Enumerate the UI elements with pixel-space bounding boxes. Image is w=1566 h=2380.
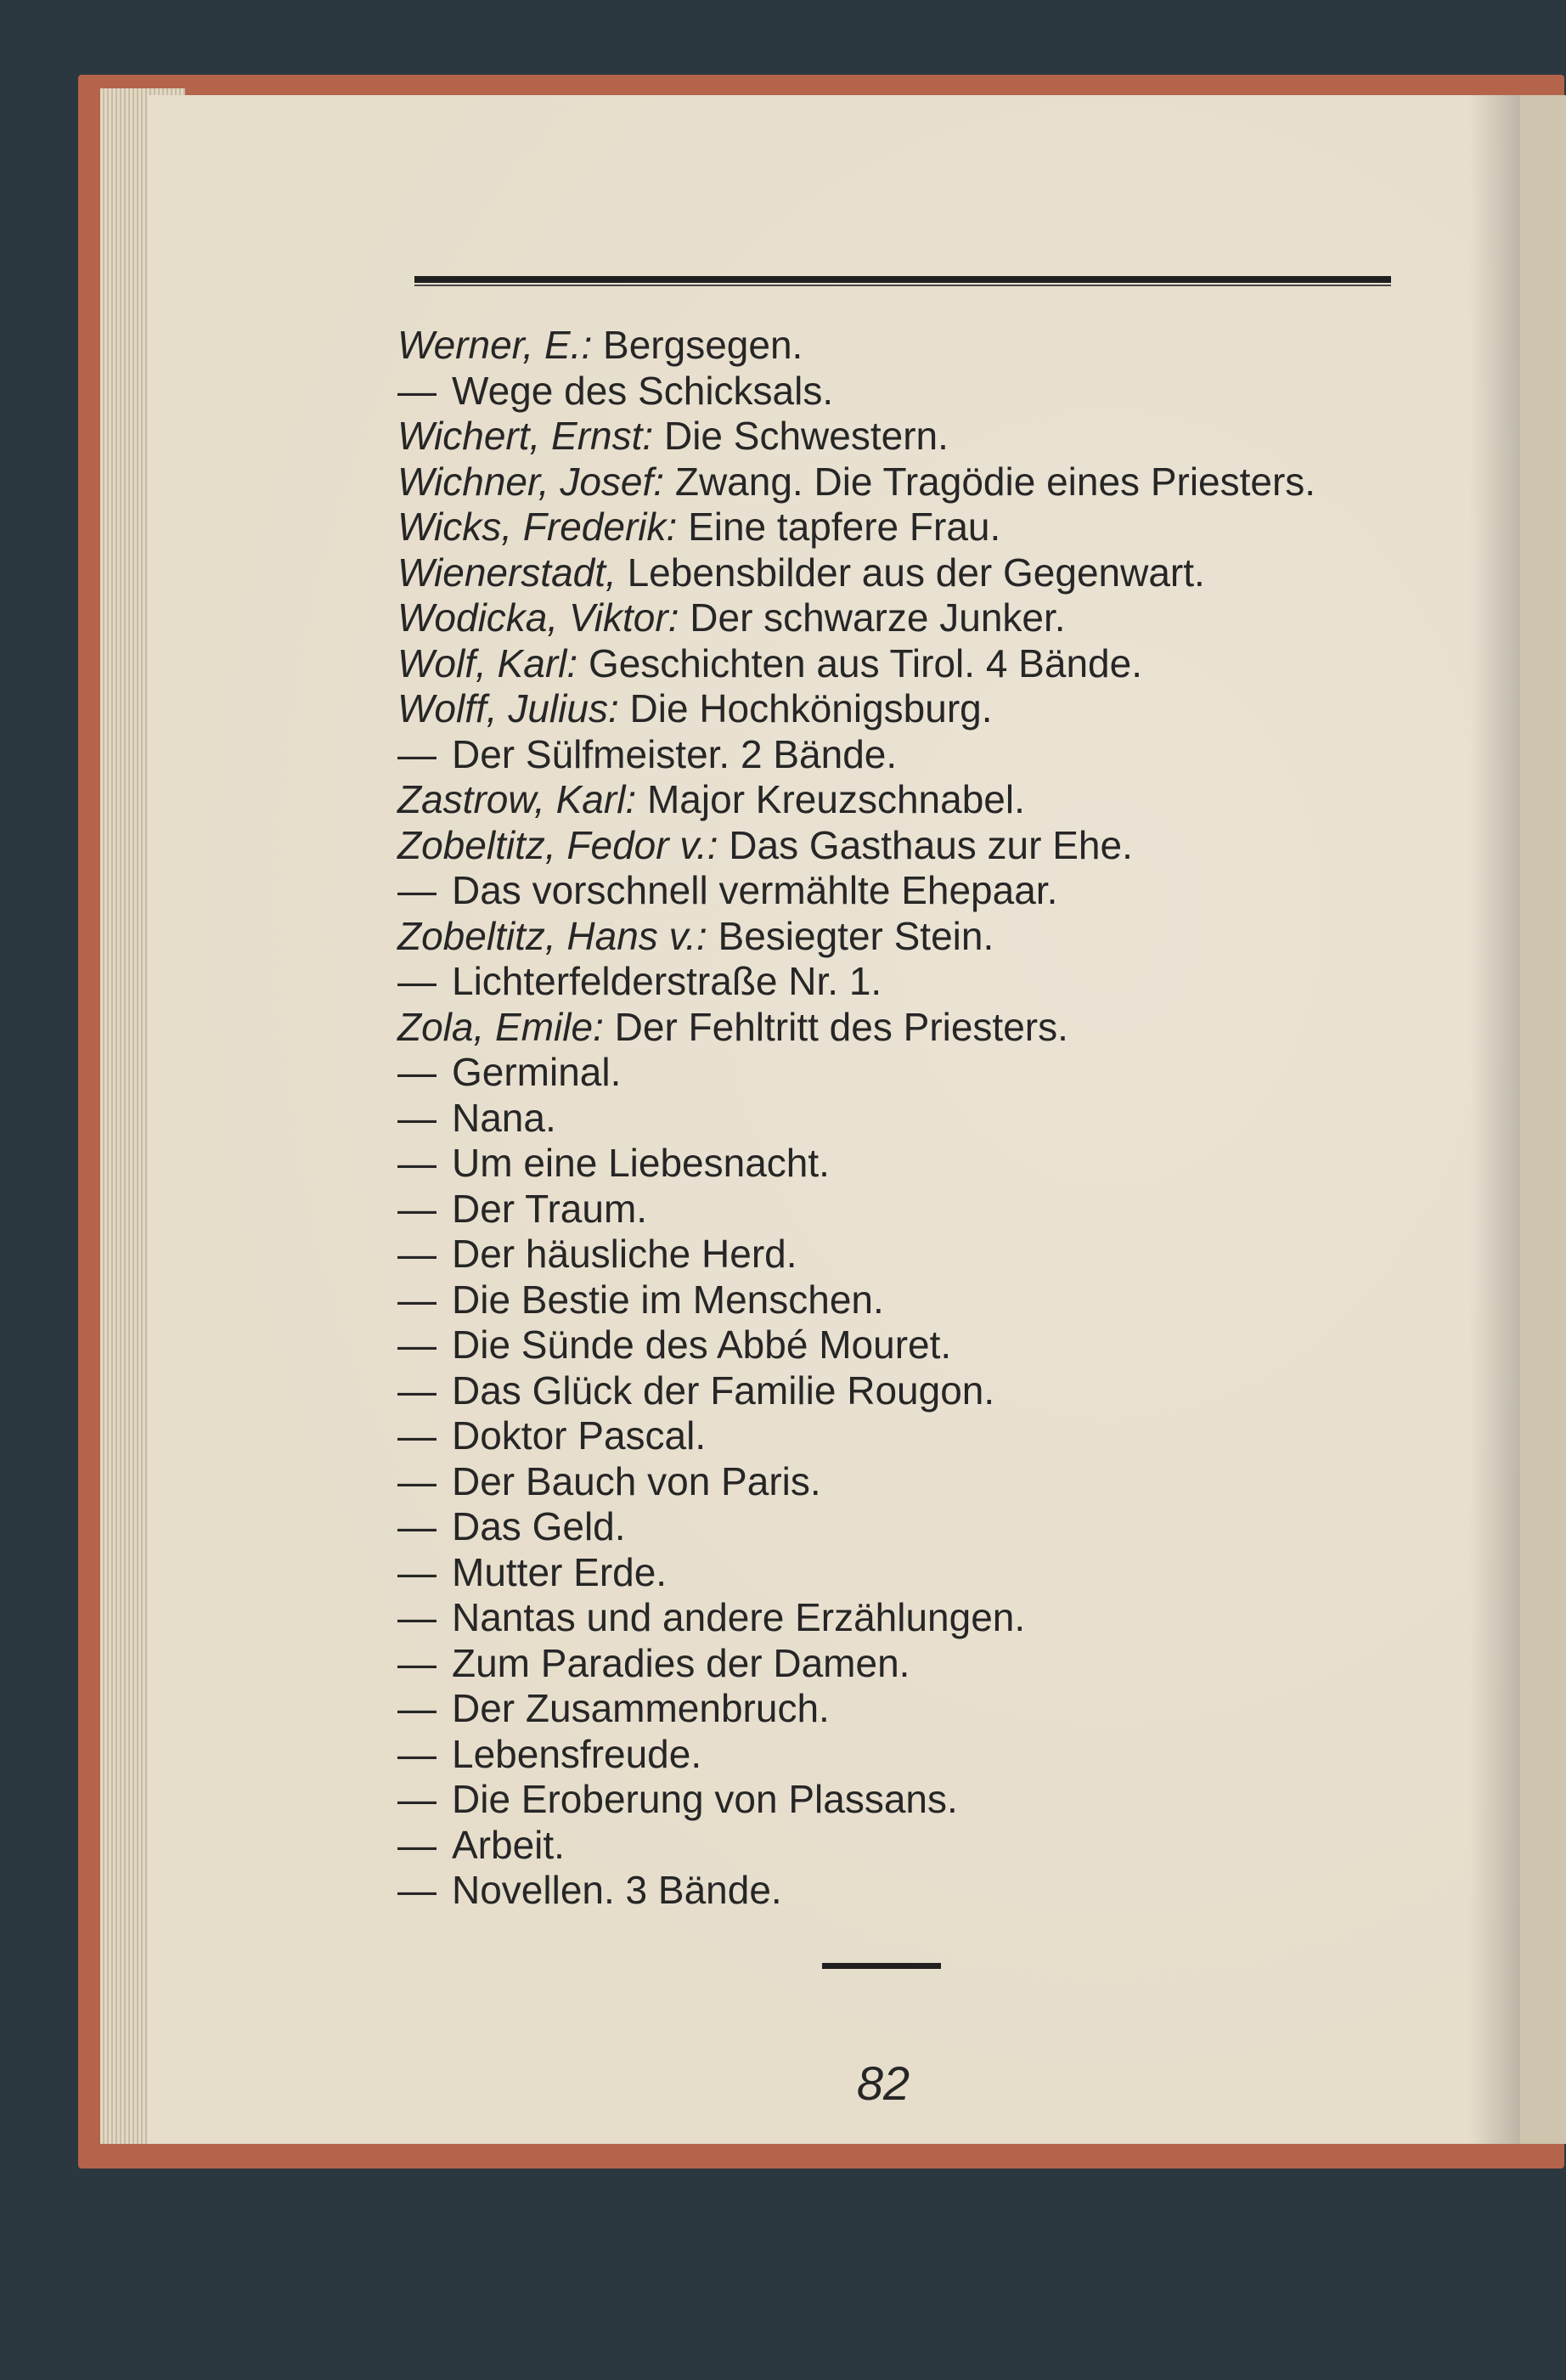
catalog-entry [397,323,1484,369]
catalog-entry [397,1641,1484,1687]
entry-author: Wichert, Ernst: [397,414,654,458]
entry-title: Der Bauch von Paris. [452,1458,821,1503]
catalog-entry [397,1595,1484,1641]
entry-title: Lebensfreude. [452,1731,702,1776]
ditto-dash: — [397,1368,437,1413]
entry-title: Um eine Liebesnacht. [452,1141,830,1185]
catalog-entry [397,369,1484,415]
ditto-dash: — [397,1595,437,1639]
ditto-dash: — [397,731,437,776]
ditto-dash: — [397,1640,437,1685]
entry-title: Eine tapfere Frau. [688,505,1001,549]
entry-title: Der Sülfmeister. 2 Bände. [452,731,898,776]
entry-author: Wicks, Frederik: [397,505,678,549]
catalog-entry [397,1732,1484,1778]
entry-author: Zola, Emile: [397,1004,604,1049]
entry-title: Zwang. Die Tragödie eines Priesters. [674,459,1316,504]
ditto-dash: — [397,959,437,1003]
entry-author: Werner, E.: [397,323,593,367]
catalog-entry [397,777,1484,823]
entry-title: Major Kreuzschnabel. [646,777,1025,821]
entry-title: Lichterfelderstraße Nr. 1. [452,959,882,1003]
entry-title: Besiegter Stein. [718,913,994,958]
catalog-entry [397,1096,1484,1142]
entry-title: Das Glück der Familie Rougon. [452,1368,995,1413]
catalog-entry [397,1459,1484,1505]
ditto-dash: — [397,1458,437,1503]
ditto-dash: — [397,1686,437,1730]
catalog-entry [397,1232,1484,1277]
catalog-entry-list [397,323,1484,1914]
catalog-entry [397,505,1484,550]
catalog-entry [397,1187,1484,1232]
entry-title: Arbeit. [452,1822,565,1867]
entry-title: Die Sünde des Abbé Mouret. [452,1323,952,1367]
entry-title: Der häusliche Herd. [452,1232,797,1276]
entry-author: Wichner, Josef: [397,459,665,504]
ditto-dash: — [397,1413,437,1458]
entry-title: Das Gasthaus zur Ehe. [729,822,1133,867]
top-rule [414,276,1391,283]
entry-title: Das vorschnell vermählte Ehepaar. [452,868,1058,912]
entry-title: Das Geld. [452,1504,626,1548]
page-number: 82 [856,2056,910,2110]
entry-title: Der schwarze Junker. [690,595,1066,640]
catalog-entry [397,959,1484,1005]
catalog-entry [397,868,1484,914]
catalog-entry [397,1550,1484,1596]
ditto-dash: — [397,1186,437,1231]
catalog-entry [397,1777,1484,1823]
bottom-rule [822,1963,941,1969]
catalog-entry [397,1277,1484,1323]
entry-title: Die Bestie im Menschen. [452,1277,884,1322]
entry-title: Die Schwestern. [663,414,949,458]
ditto-dash: — [397,1777,437,1821]
catalog-entry [397,1413,1484,1459]
catalog-entry [397,1368,1484,1414]
entry-title: Lebensbilder aus der Gegenwart. [627,550,1205,595]
entry-title: Bergsegen. [603,323,803,367]
catalog-entry [397,1504,1484,1550]
entry-author: Zastrow, Karl: [397,777,637,821]
entry-title: Die Eroberung von Plassans. [452,1777,958,1821]
catalog-entry [397,1686,1484,1732]
entry-title: Mutter Erde. [452,1549,668,1594]
entry-title: Der Fehltritt des Priesters. [614,1004,1068,1049]
entry-title: Geschichten aus Tirol. 4 Bände. [588,640,1142,685]
entry-author: Wolff, Julius: [397,686,619,730]
entry-title: Zum Paradies der Damen. [452,1640,910,1685]
entry-title: Nana. [452,1095,556,1140]
entry-author: Wolf, Karl: [397,640,578,685]
entry-author: Wienerstadt, [397,550,617,595]
entry-author: Zobeltitz, Fedor v.: [397,822,718,867]
entry-title: Germinal. [452,1050,622,1094]
catalog-entry [397,595,1484,641]
entry-title: Der Zusammenbruch. [452,1686,830,1730]
catalog-entry [397,460,1484,505]
catalog-entry [397,1323,1484,1368]
ditto-dash: — [397,1504,437,1548]
ditto-dash: — [397,868,437,912]
catalog-entry [397,914,1484,960]
ditto-dash: — [397,1277,437,1322]
catalog-entry [397,732,1484,778]
entry-title: Novellen. 3 Bände. [452,1868,782,1912]
ditto-dash: — [397,1232,437,1276]
catalog-entry [397,414,1484,460]
catalog-entry [397,641,1484,687]
ditto-dash: — [397,1095,437,1140]
ditto-dash: — [397,368,437,413]
facing-page-edge [1520,95,1566,2144]
ditto-dash: — [397,1050,437,1094]
ditto-dash: — [397,1549,437,1594]
catalog-entry [397,1141,1484,1187]
catalog-entry [397,823,1484,869]
ditto-dash: — [397,1822,437,1867]
ditto-dash: — [397,1141,437,1185]
top-rule-thin [414,285,1391,286]
catalog-entry [397,1868,1484,1914]
entry-author: Wodicka, Viktor: [397,595,679,640]
ditto-dash: — [397,1323,437,1367]
entry-title: Nantas und andere Erzählungen. [452,1595,1026,1639]
entry-title: Doktor Pascal. [452,1413,707,1458]
entry-title: Die Hochkönigsburg. [629,686,993,730]
catalog-entry [397,1005,1484,1051]
catalog-entry [397,550,1484,596]
catalog-entry [397,686,1484,732]
ditto-dash: — [397,1868,437,1912]
entry-title: Wege des Schicksals. [452,368,834,413]
entry-author: Zobeltitz, Hans v.: [397,913,707,958]
ditto-dash: — [397,1731,437,1776]
catalog-entry [397,1050,1484,1096]
catalog-entry [397,1823,1484,1869]
entry-title: Der Traum. [452,1186,648,1231]
